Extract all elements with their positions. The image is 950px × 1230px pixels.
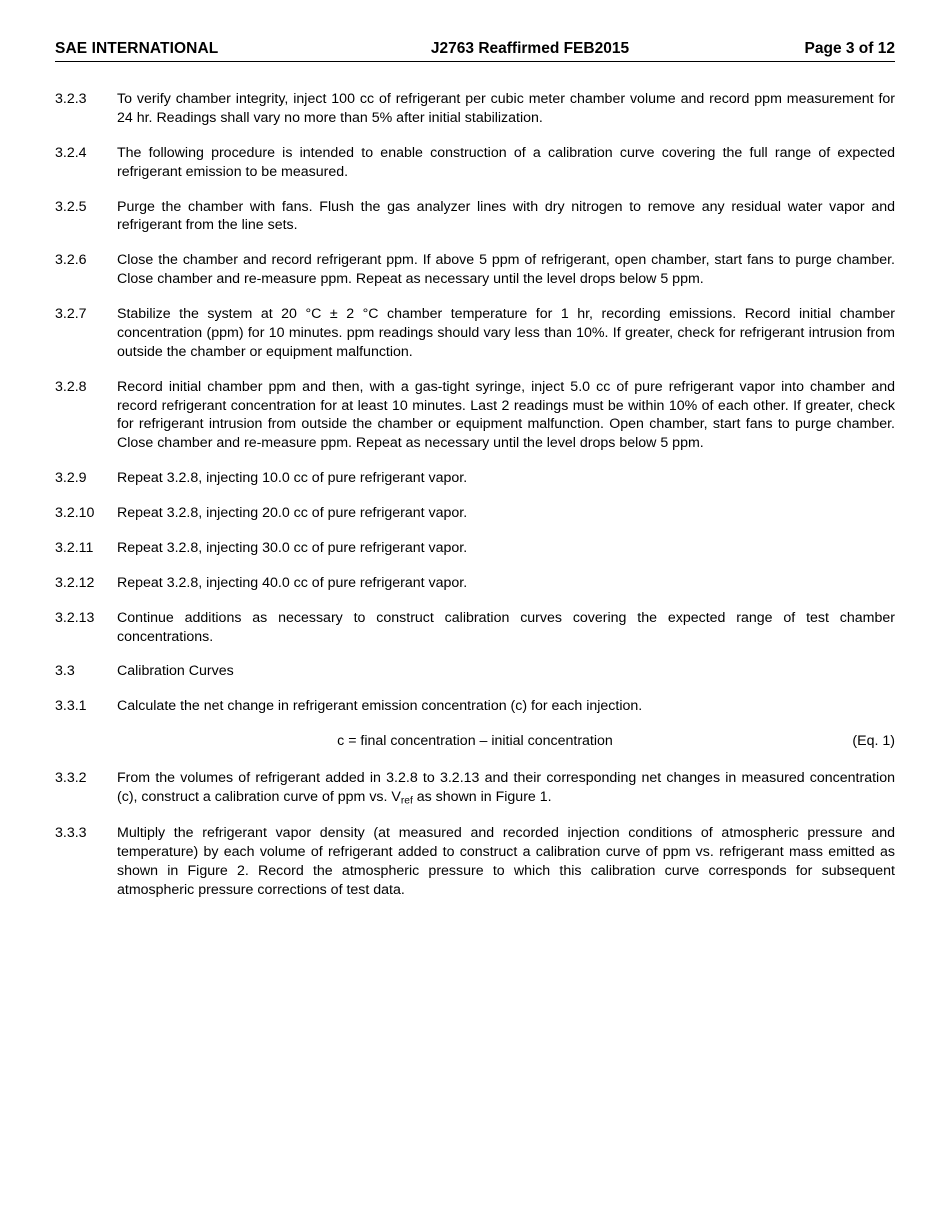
clause-number: 3.3.3: [55, 825, 87, 841]
clause-number: 3.2.9: [55, 470, 87, 487]
clause-text: Close the chamber and record refrigerant ppm. If above 5 ppm of refrigerant, open chamber, start fans to purge chamber. Close chamber and re-measure ppm. Repeat as necessary until the level drops below 5 ppm.: [117, 252, 895, 288]
subscript-ref: ref: [400, 795, 413, 807]
clause-number: 3.2.8: [55, 378, 87, 395]
clause-number: 3.3.2: [55, 770, 87, 786]
header-organization: SAE INTERNATIONAL: [55, 40, 219, 57]
equation-label: (Eq. 1): [852, 733, 895, 750]
clause-3-3-2: [55, 769, 895, 808]
clause-number: 3.2.11: [55, 539, 94, 556]
clause-3-2-10: [55, 504, 895, 523]
clause-list: [55, 90, 895, 900]
clause-number: 3.2.7: [55, 306, 87, 322]
clause-3-2-5: [55, 198, 895, 236]
clause-3-2-4: [55, 144, 895, 182]
equation-expression: c = final concentration – initial concentration: [337, 733, 613, 750]
clause-number: 3.2.6: [55, 252, 87, 269]
clause-text: To verify chamber integrity, inject 100 cc of refrigerant per cubic meter chamber volume and record ppm measurement for 24 hr. Readings shall vary no more than 5% after initial stabilization.: [117, 91, 895, 126]
clause-text: [117, 769, 895, 808]
clause-text: Repeat 3.2.8, injecting 10.0 cc of pure refrigerant vapor.: [117, 470, 468, 487]
clause-text-before: From the volumes of refrigerant added in 3.2.8 to 3.2.13 and their corresponding net changes in measured concentration (c), construct a calibration curve of ppm vs. V: [117, 770, 895, 805]
clause-number: 3.2.4: [55, 144, 87, 161]
clause-text: Purge the chamber with fans. Flush the gas analyzer lines with dry nitrogen to remove any residual water vapor and refrigerant from the line sets.: [117, 198, 895, 234]
equation-1: [55, 732, 895, 751]
header-document-title: J2763 Reaffirmed FEB2015: [430, 40, 630, 57]
clause-3-3-1: [55, 697, 895, 716]
page-header: [55, 40, 895, 62]
clause-3-2-7: [55, 305, 895, 362]
clause-3-2-9: [55, 469, 895, 488]
header-page-number: Page 3 of 12: [804, 40, 895, 57]
clause-text: Stabilize the system at 20 °C ± 2 °C chamber temperature for 1 hr, recording emissions. Record initial chamber concentration (ppm) for 10 minutes. ppm readings should vary less than 10%. If greater, check for refrigerant intrusion from outside the chamber or equipment malfunction.: [117, 306, 895, 360]
clause-number: 3.2.12: [55, 574, 95, 591]
clause-number: 3.2.5: [55, 198, 87, 215]
clause-number: 3.3.1: [55, 698, 87, 715]
clause-3-2-13: [55, 609, 895, 647]
clause-text: Calculate the net change in refrigerant emission concentration (c) for each injection.: [117, 698, 643, 715]
clause-text: Multiply the refrigerant vapor density (at measured and recorded injection conditions of atmospheric pressure and temperature) by each volume of refrigerant added to construct a calibration curve of ppm vs. refrigerant mass emitted as shown in Figure 2. Record the atmospheric pressure to which this calibration curve corresponds for subsequent atmospheric pressure corrections of test data.: [117, 825, 895, 898]
clause-3-2-11: [55, 539, 895, 558]
clause-text: Record initial chamber ppm and then, with a gas-tight syringe, inject 5.0 cc of pure refrigerant vapor into chamber and record refrigerant concentration for at least 10 minutes. Last 2 readings must be within 10% of each other. If greater, check for refrigerant intrusion from outside the chamber or equipment malfunction. Open chamber, start fans to purge chamber. Close chamber and re-measure ppm. Repeat as necessary until the level drops below 5 ppm.: [117, 378, 895, 452]
section-number: 3.3: [55, 663, 75, 680]
section-title: Calibration Curves: [117, 663, 234, 680]
clause-3-2-12: [55, 574, 895, 593]
clause-3-2-3: [55, 90, 895, 128]
clause-number: 3.2.3: [55, 91, 87, 107]
clause-number: 3.2.10: [55, 505, 95, 521]
clause-text-after: as shown in Figure 1.: [412, 788, 552, 805]
clause-number: 3.2.13: [55, 609, 95, 626]
section-heading-3-3: [55, 662, 895, 681]
clause-text: The following procedure is intended to enable construction of a calibration curve covering the full range of expected refrigerant emission to be measured.: [117, 144, 895, 180]
clause-3-2-8: [55, 378, 895, 454]
clause-text: Continue additions as necessary to construct calibration curves covering the expected range of test chamber concentrations.: [117, 609, 895, 645]
clause-text: Repeat 3.2.8, injecting 30.0 cc of pure refrigerant vapor.: [117, 539, 468, 556]
clause-text: Repeat 3.2.8, injecting 40.0 cc of pure refrigerant vapor.: [117, 574, 468, 591]
clause-3-2-6: [55, 251, 895, 289]
clause-3-3-3: [55, 824, 895, 900]
clause-text: Repeat 3.2.8, injecting 20.0 cc of pure refrigerant vapor.: [117, 505, 468, 521]
